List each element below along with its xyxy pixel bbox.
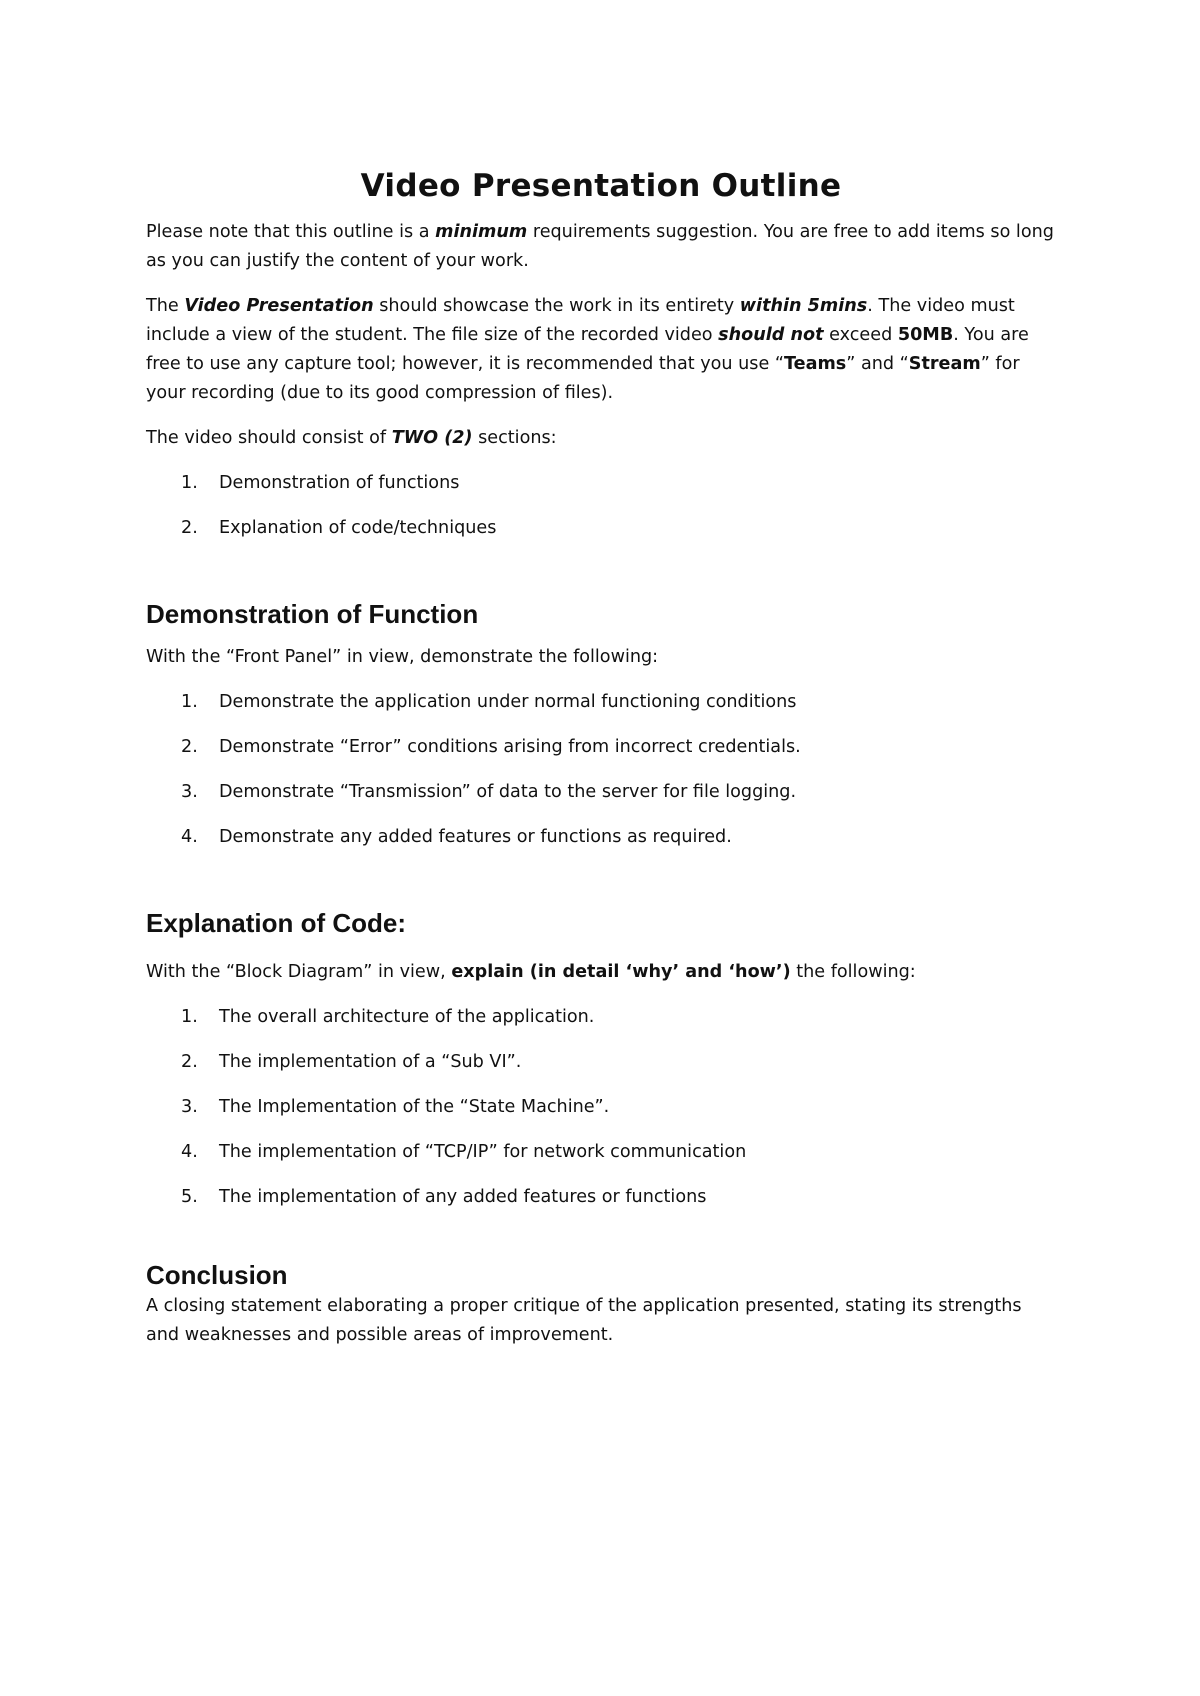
emphasis-should-not: should not bbox=[718, 325, 824, 345]
demo-list bbox=[146, 688, 1056, 852]
emphasis-within-5mins: within 5mins bbox=[739, 296, 868, 316]
sections-list bbox=[146, 469, 1056, 543]
list-item: 1. Demonstration of functions bbox=[181, 473, 460, 493]
code-lead: With the “Block Diagram” in view, explain (in detail ‘why’ and ‘how’) the following: bbox=[146, 962, 916, 982]
list-item: 1. The overall architecture of the application. bbox=[181, 1007, 595, 1027]
emphasis-two: TWO (2) bbox=[391, 428, 473, 448]
intro-paragraph-2: The Video Presentation should showcase the work in its entirety within 5mins. The video must include a view of the student. The file size of the recorded video should not exceed 50MB. You are free to use any capture tool; however, it is recommended that you use “Teams” and “Stream” for your recording (due to its good compression of files). bbox=[146, 296, 1029, 403]
code-heading: Explanation of Code: bbox=[146, 908, 406, 938]
list-item: 3. The Implementation of the “State Machine”. bbox=[181, 1097, 610, 1117]
emphasis-video-presentation: Video Presentation bbox=[184, 296, 374, 316]
conclusion-text: A closing statement elaborating a proper critique of the application presented, stating its strengths and weaknesses and possible areas of improvement. bbox=[146, 1296, 1022, 1345]
code-list bbox=[146, 1003, 1056, 1212]
list-item: 2. The implementation of a “Sub VI”. bbox=[181, 1052, 522, 1072]
demo-heading: Demonstration of Function bbox=[146, 599, 479, 629]
list-item: 4. The implementation of “TCP/IP” for network communication bbox=[181, 1142, 747, 1162]
conclusion-heading: Conclusion bbox=[146, 1260, 288, 1290]
document-title: Video Presentation Outline bbox=[360, 168, 842, 204]
list-item: 3. Demonstrate “Transmission” of data to the server for file logging. bbox=[181, 782, 797, 802]
list-item: 1. Demonstrate the application under normal functioning conditions bbox=[181, 692, 797, 712]
emphasis-minimum: minimum bbox=[435, 222, 528, 242]
list-item: 2. Explanation of code/techniques bbox=[181, 518, 497, 538]
list-item: 4. Demonstrate any added features or functions as required. bbox=[181, 827, 732, 847]
list-item: 5. The implementation of any added features or functions bbox=[181, 1187, 707, 1207]
emphasis-50mb: 50MB bbox=[897, 325, 954, 345]
list-item: 2. Demonstrate “Error” conditions arising from incorrect credentials. bbox=[181, 737, 801, 757]
document-body bbox=[146, 165, 1056, 1350]
emphasis-explain: explain (in detail ‘why’ and ‘how’) bbox=[451, 962, 791, 982]
emphasis-teams: Teams bbox=[784, 354, 847, 374]
demo-lead: With the “Front Panel” in view, demonstrate the following: bbox=[146, 647, 659, 667]
intro-paragraph-1: Please note that this outline is a minimum requirements suggestion. You are free to add items so long as you can justify the content of your work. bbox=[146, 222, 1054, 271]
emphasis-stream: Stream bbox=[908, 354, 981, 374]
intro-paragraph-3: The video should consist of TWO (2) sections: bbox=[146, 428, 557, 448]
